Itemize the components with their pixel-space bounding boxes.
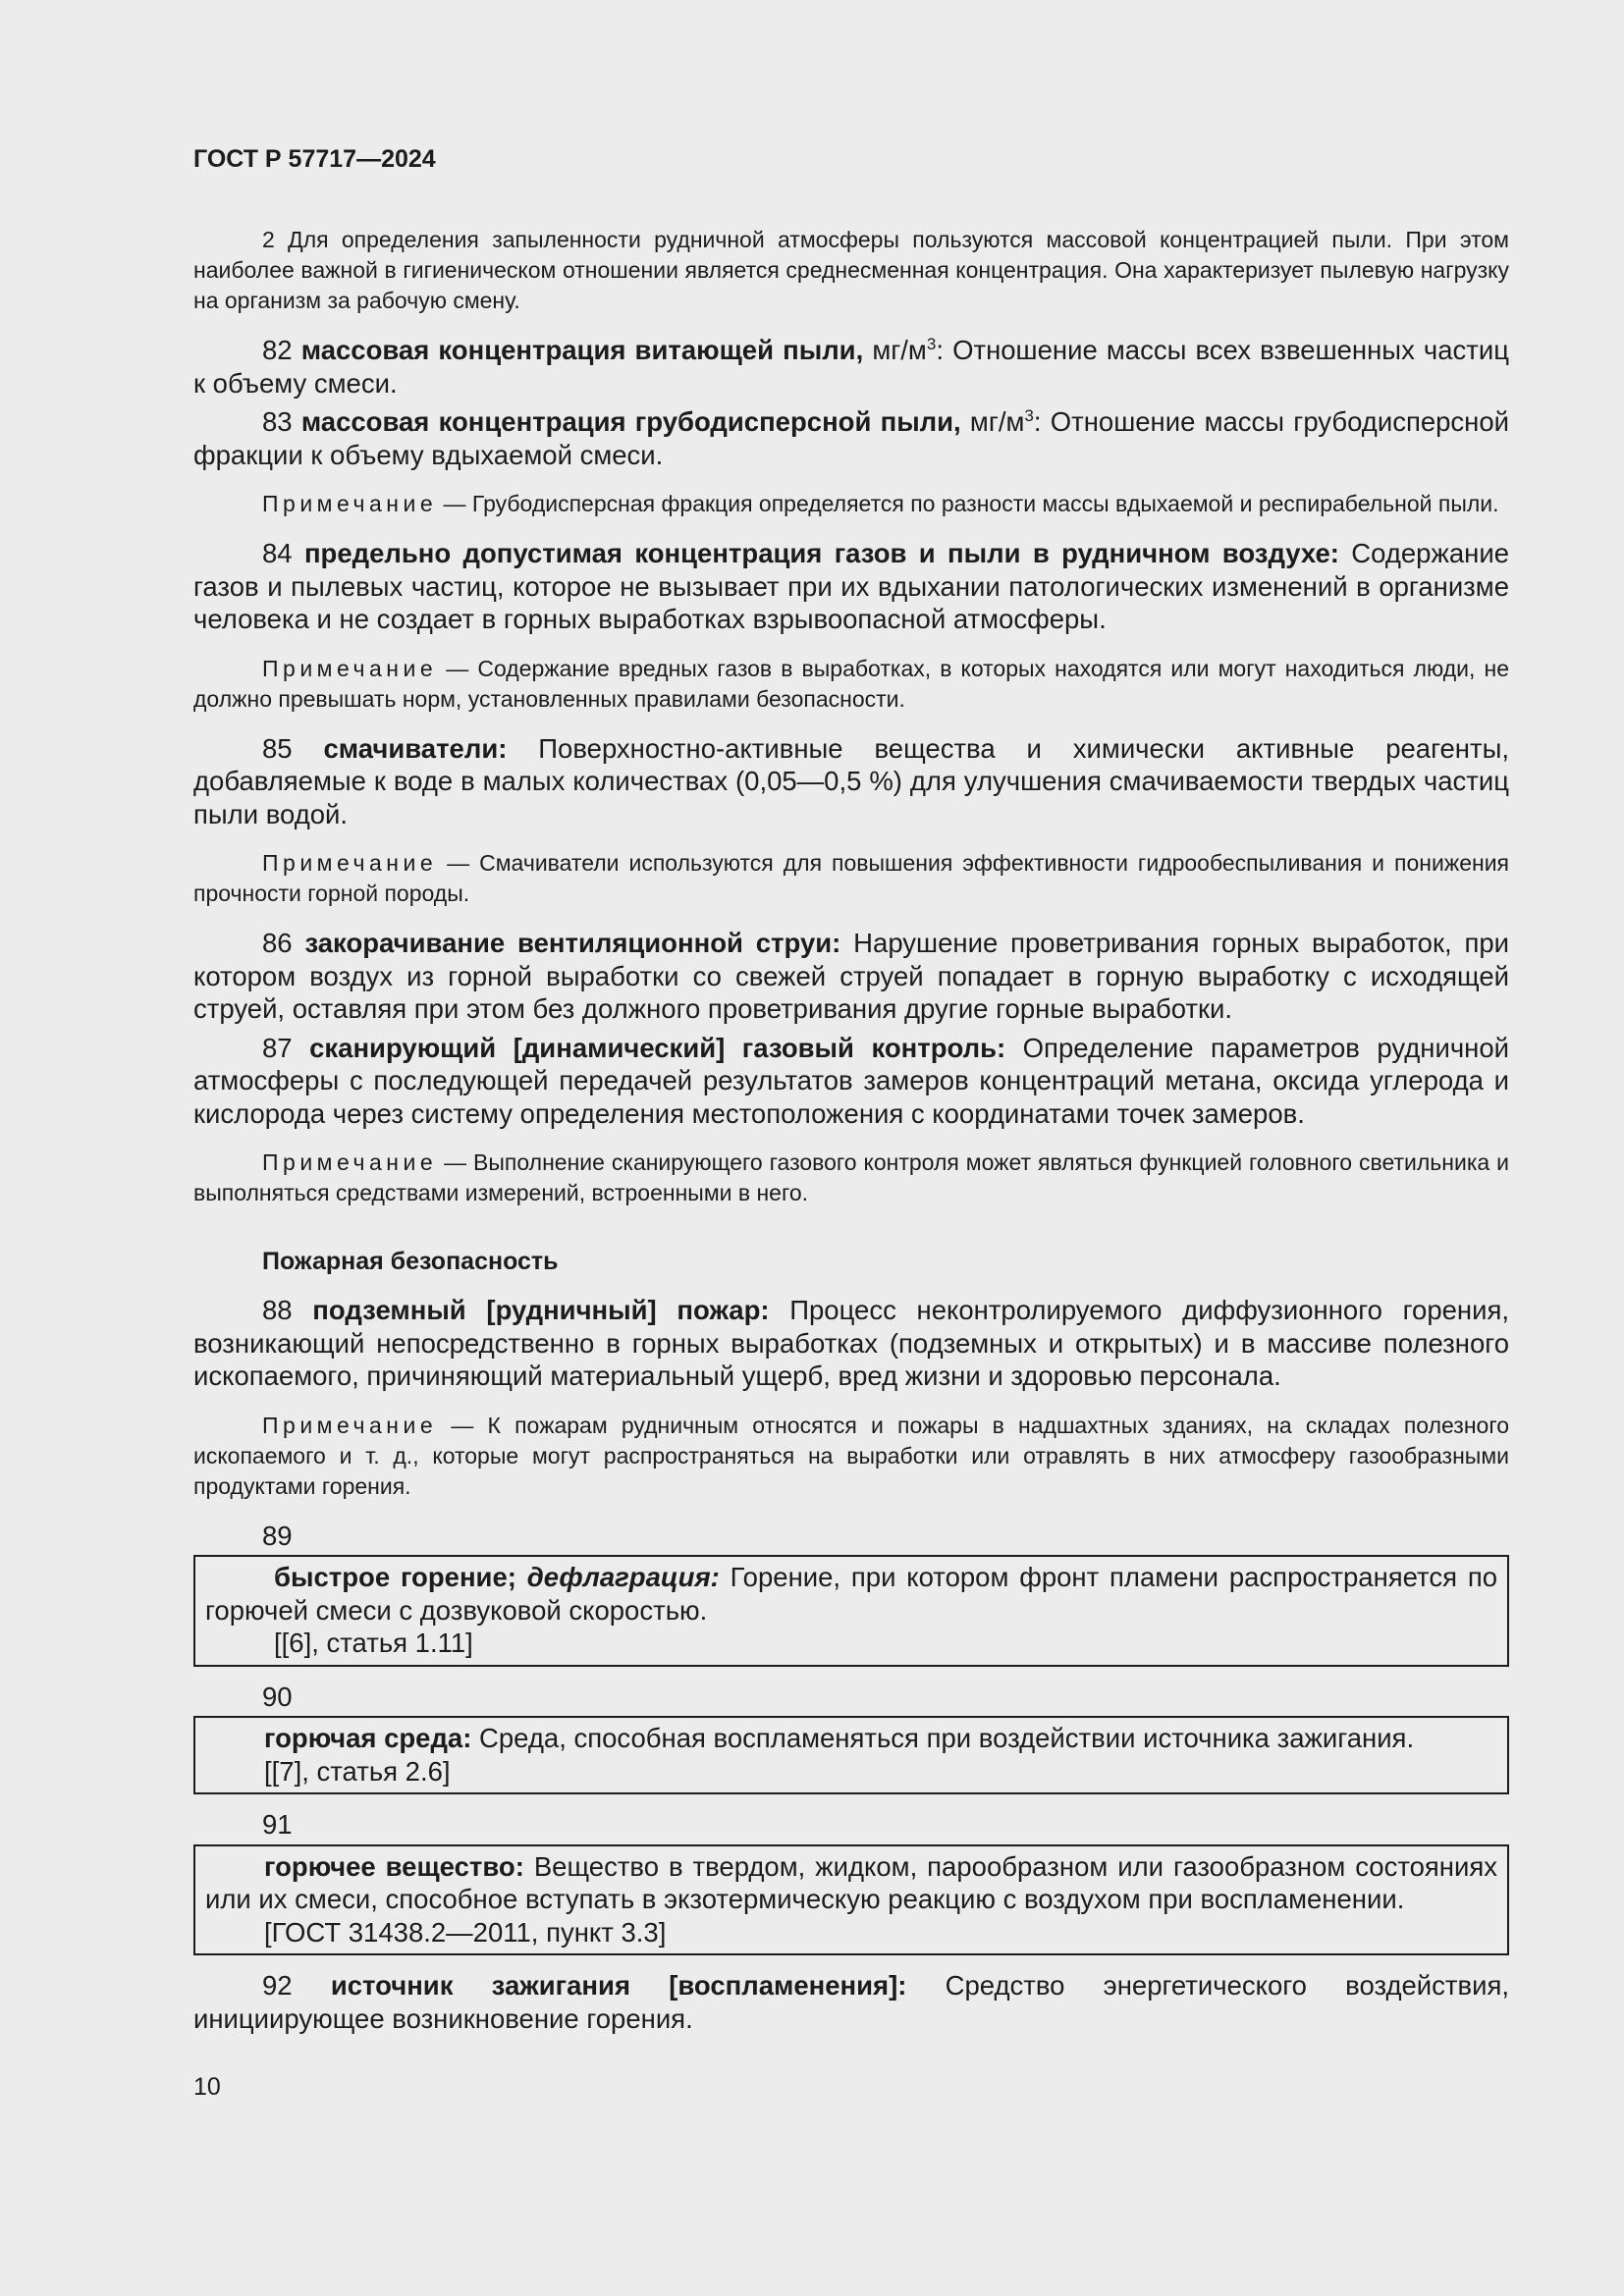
term-86	[193, 927, 1509, 1026]
term-definition: Горение, при котором фронт пламени распространяется по горючей смеси с дозвуковой скоростью.	[205, 1562, 1497, 1626]
term-box-90	[193, 1716, 1509, 1794]
term-name: закорачивание вентиляционной струи:	[304, 928, 841, 958]
term-definition: Содержание газов и пылевых частиц, которое не вызывает при их вдыхании патологических изменений в организме человека и не создает в горных выработках взрывоопасной атмосферы.	[193, 538, 1509, 634]
term-number: 82	[262, 335, 293, 365]
term-82	[193, 334, 1509, 400]
term-definition: Определение параметров рудничной атмосферы с последующей передачей результатов замеров концентраций метана, оксида углерода и кислорода через систему определения местоположения с координатами точек замеров.	[193, 1032, 1509, 1129]
term-name: источник зажигания [воспламенения]:	[330, 1970, 907, 2001]
term-name: быстрое горение;	[274, 1562, 516, 1592]
page-content	[193, 145, 1509, 2041]
term-92	[193, 1969, 1509, 2035]
note-label: Примечание	[262, 491, 438, 516]
term-unit: мг/м	[872, 335, 927, 365]
term-number: 85	[262, 732, 293, 764]
term-box-91	[193, 1844, 1509, 1956]
term-number: 88	[262, 1295, 293, 1325]
term-definition: Процесс неконтролируемого диффузионного горения, возникающий непосредственно в горных выработках (подземных и открытых) и в массиве полезного ископаемого, причиняющий материальный ущерб, вред жизни и здоровью персонала.	[193, 1295, 1509, 1391]
term-reference: [[6], статья 1.11]	[274, 1628, 473, 1658]
note-label: Примечание	[262, 850, 438, 876]
term-number-89: 89	[262, 1520, 293, 1551]
term-number-91: 91	[262, 1809, 293, 1840]
note-84	[193, 654, 1509, 715]
term-reference: [[7], статья 2.6]	[264, 1755, 451, 1787]
term-84	[193, 537, 1509, 636]
term-number-90: 90	[262, 1681, 293, 1712]
unit-superscript: 3	[1024, 405, 1034, 425]
note-88	[193, 1411, 1509, 1502]
term-name: массовая концентрация грубодисперсной пыли,	[300, 406, 961, 437]
note-label: Примечание	[262, 655, 438, 681]
note-text: — Грубодисперсная фракция определяется по разности массы вдыхаемой и респирабельной пыли.	[437, 491, 1499, 516]
term-definition: : Отношение массы всех взвешенных частиц к объему смеси.	[193, 335, 1510, 399]
term-definition: Вещество в твердом, жидком, парообразном или газообразном состояниях или их смеси, способное вступать в экзотермическую реакцию с воздухом при воспламенении.	[205, 1850, 1497, 1914]
unit-superscript: 3	[926, 334, 937, 353]
note-text: — К пожарам рудничным относятся и пожары в надшахтных зданиях, на складах полезного ископаемого и т. д., которые могут распространяться на выработки или отравлять в них атмосферу газообразными продуктами горения.	[193, 1412, 1509, 1499]
term-name: сканирующий [динамический] газовый контроль:	[309, 1032, 1006, 1063]
document-header: ГОСТ Р 57717—2024	[193, 145, 436, 173]
term-number: 84	[262, 538, 293, 568]
term-number: 87	[262, 1032, 293, 1063]
term-85	[193, 732, 1509, 831]
term-83	[193, 405, 1509, 471]
term-name: подземный [рудничный] пожар:	[312, 1295, 770, 1325]
term-89	[205, 1561, 1497, 1627]
note-83	[193, 489, 1509, 519]
note-paragraph-2: 2 Для определения запыленности рудничной атмосферы пользуются массовой концентрацией пыли. При этом наиболее важной в гигиеническом отношении является среднесменная концентрация. Она характеризует пылевую нагрузку на организм за рабочую смену.	[193, 227, 1509, 313]
term-name: предельно допустимая концентрация газов и пыли в рудничном воздухе:	[303, 538, 1339, 568]
term-name: горючая среда:	[264, 1723, 472, 1753]
section-heading-fire-safety: Пожарная безопасность	[262, 1248, 559, 1275]
note-text: — Выполнение сканирующего газового контроля может являться функцией головного светильника и выполняться средствами измерений, встроенными в него.	[193, 1149, 1509, 1205]
term-number: 86	[262, 928, 293, 958]
term-definition: Среда, способная воспламеняться при воздействии источника зажигания.	[471, 1723, 1415, 1753]
note-85	[193, 848, 1509, 909]
note-text: — Содержание вредных газов в выработках, в которых находятся или могут находиться люди, не должно превышать норм, установленных правилами безопасности.	[193, 655, 1509, 712]
term-88	[193, 1294, 1509, 1393]
term-alt-name: дефлаграция:	[526, 1562, 720, 1592]
term-name: смачиватели:	[323, 732, 508, 764]
term-number: 83	[262, 406, 293, 437]
term-90	[205, 1722, 1497, 1755]
term-definition: Поверхностно-активные вещества и химически активные реагенты, добавляемые к воде в малых количествах (0,05—0,5 %) для улучшения смачиваемости твердых частиц пыли водой.	[193, 732, 1509, 829]
page-number: 10	[193, 2073, 221, 2101]
note-text: — Смачиватели используются для повышения эффективности гидрообеспыливания и понижения прочности горной породы.	[193, 850, 1509, 906]
term-box-89	[193, 1555, 1509, 1667]
term-91	[205, 1850, 1497, 1916]
term-definition: Нарушение проветривания горных выработок, при котором воздух из горной выработки со свежей струей попадает в горную выработку с исходящей струей, оставляя при этом без должного проветривания другие горные выработки.	[193, 928, 1510, 1024]
term-87	[193, 1032, 1509, 1131]
note-87	[193, 1148, 1509, 1208]
term-name: горючее вещество:	[264, 1850, 524, 1882]
term-reference: [ГОСТ 31438.2—2011, пункт 3.3]	[264, 1916, 667, 1948]
term-number: 92	[262, 1970, 293, 2001]
term-name: массовая концентрация витающей пыли,	[300, 335, 864, 365]
term-definition: Средство энергетического воздействия, инициирующее возникновение горения.	[193, 1970, 1510, 2034]
term-definition: : Отношение массы грубодисперсной фракции к объему вдыхаемой смеси.	[193, 406, 1510, 470]
note-label: Примечание	[262, 1412, 438, 1438]
note-label: Примечание	[262, 1149, 438, 1175]
term-unit: мг/м	[969, 406, 1025, 437]
